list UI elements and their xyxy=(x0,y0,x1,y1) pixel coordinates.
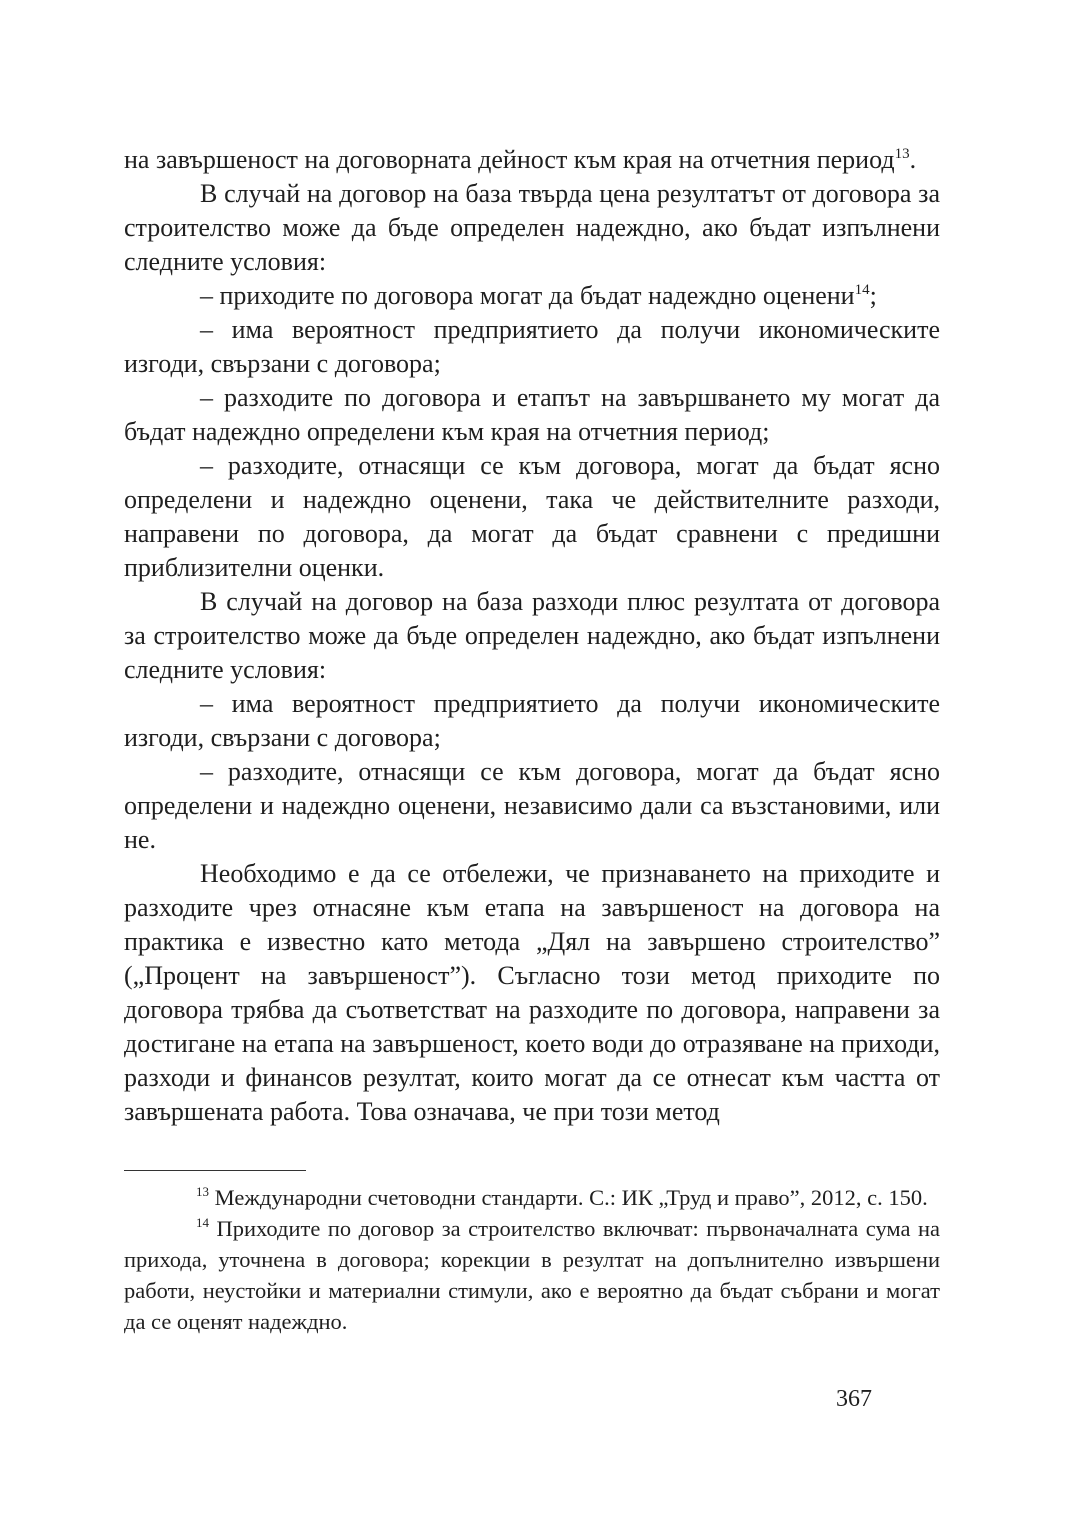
footnotes xyxy=(124,1182,940,1337)
footnote-ref-14: 14 xyxy=(854,282,870,298)
paragraph: Необходимо е да се отбележи, че признаването на приходите и разходите чрез отнасяне към етапа на завършеност на договора на практика е известно като метода „Дял на завършено строителство” („Процент на завършеност”). Съгласно този метод приходите по договора трябва да съответстват на разходите по договора, направени за достигане на етапа на завършеност, което води до отразяване на приходи, разходи и финансов резултат, които могат да се отнесат към частта от завършената работа. Това означава, че при този метод xyxy=(124,859,940,1126)
list-item: – разходите, отнасящи се към договора, могат да бъдат ясно определени и надеждно оценени, така че действителните разходи, направени по договора, да могат да бъдат сравнени с предишни приблизителни оценки. xyxy=(124,451,940,582)
footnote-text: Международни счетоводни стандарти. С.: ИК „Труд и право”, 2012, с. 150. xyxy=(209,1185,928,1210)
list-item xyxy=(124,279,940,313)
list-item: – разходите, отнасящи се към договора, могат да бъдат ясно определени и надеждно оценени, независимо дали са възстановими, или не. xyxy=(124,757,940,854)
footnote-text: Приходите по договор за строителство включват: първоначалната сума на прихода, уточнена в договора; корекции в резултат на допълнително извършени работи, неустойки и материални стимули, ако е вероятно да бъдат събрани и могат да се оценят надеждно. xyxy=(124,1216,940,1334)
list-item-punct: ; xyxy=(869,281,877,310)
paragraph-text: на завършеност на договорната дейност към края на отчетния период xyxy=(124,145,895,174)
footnote-number: 13 xyxy=(196,1184,209,1199)
paragraph: В случай на договор на база разходи плюс резултата от договора за строителство може да бъде определен надеждно, ако бъдат изпълнени следните условия: xyxy=(124,587,940,684)
paragraph xyxy=(124,143,940,177)
list-item: – има вероятност предприятието да получи икономическите изгоди, свързани с договора; xyxy=(124,315,940,378)
page-number: 367 xyxy=(836,1386,872,1412)
footnote-divider xyxy=(124,1170,306,1171)
paragraph: В случай на договор на база твърда цена резултатът от договора за строителство може да бъде определен надеждно, ако бъдат изпълнени следните условия: xyxy=(124,179,940,276)
footnote-ref-13: 13 xyxy=(894,146,910,162)
body-text xyxy=(124,143,940,1129)
list-item: – има вероятност предприятието да получи икономическите изгоди, свързани с договора; xyxy=(124,689,940,752)
list-item: – разходите по договора и етапът на завършването му могат да бъдат надеждно определени към края на отчетния период; xyxy=(124,383,940,446)
footnote-number: 14 xyxy=(196,1215,209,1230)
footnote-13 xyxy=(124,1182,940,1213)
paragraph-punct: . xyxy=(909,145,917,174)
footnote-14 xyxy=(124,1213,940,1337)
list-item-text: – приходите по договора могат да бъдат надеждно оценени xyxy=(200,281,855,310)
